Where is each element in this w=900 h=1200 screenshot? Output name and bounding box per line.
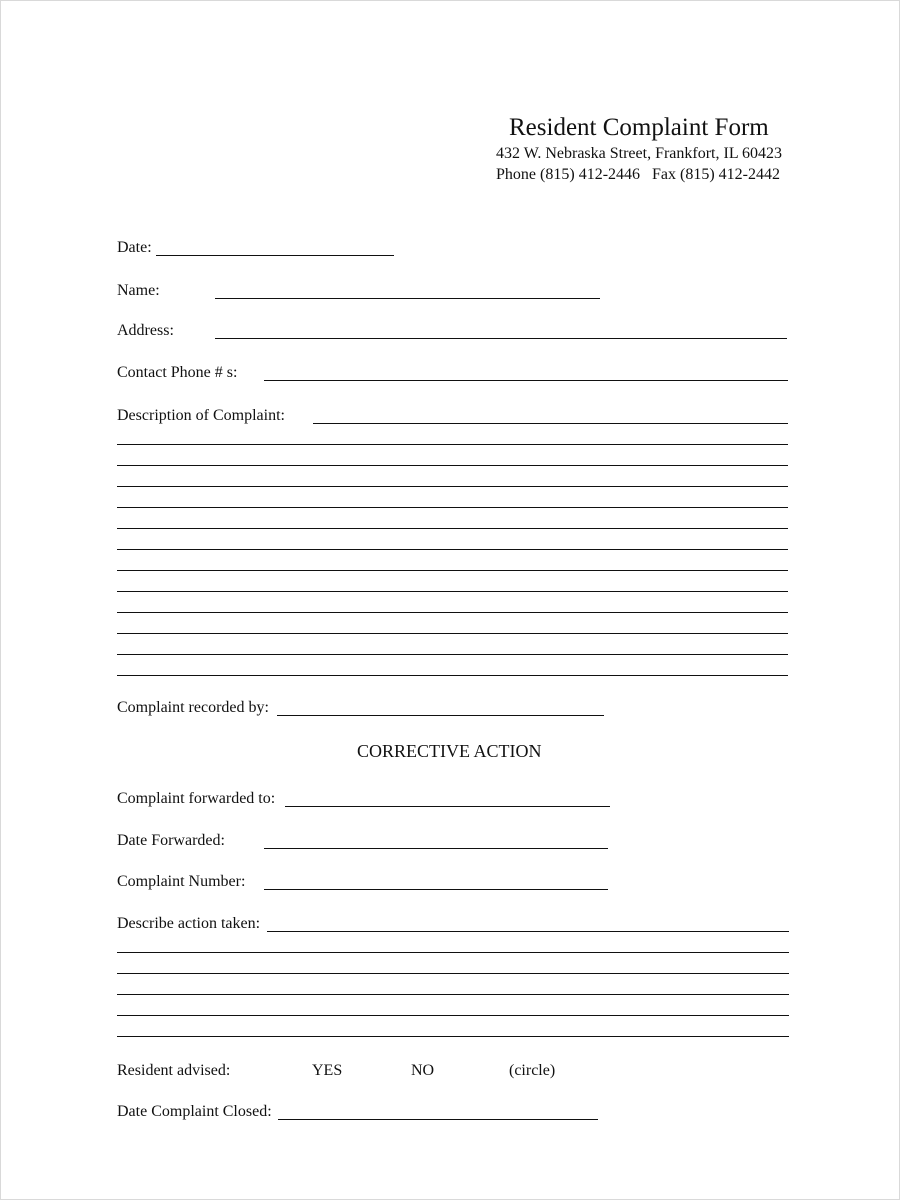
description-line[interactable] <box>117 675 788 676</box>
resident-advised-label: Resident advised: <box>117 1062 231 1079</box>
contact-phone-line[interactable] <box>264 380 788 381</box>
date-label: Date: <box>117 239 152 256</box>
description-line[interactable] <box>117 654 788 655</box>
action-taken-line[interactable] <box>117 1015 789 1016</box>
action-taken-line[interactable] <box>117 973 789 974</box>
office-address: 432 W. Nebraska Street, Frankfort, IL 60423 <box>495 145 782 162</box>
recorded-by-label: Complaint recorded by: <box>117 699 269 716</box>
description-line[interactable] <box>117 591 788 592</box>
action-taken-label: Describe action taken: <box>117 915 261 932</box>
yes-option[interactable]: YES <box>312 1062 343 1079</box>
date-forwarded-line[interactable] <box>264 848 608 849</box>
name-line[interactable] <box>215 298 600 299</box>
description-line[interactable] <box>117 549 788 550</box>
description-line[interactable] <box>117 528 788 529</box>
complaint-number-label: Complaint Number: <box>117 873 246 890</box>
recorded-by-line[interactable] <box>277 715 604 716</box>
circle-instruction: (circle) <box>509 1062 556 1079</box>
action-taken-line[interactable] <box>117 952 789 953</box>
corrective-action-heading: CORRECTIVE ACTION <box>357 741 542 761</box>
description-label: Description of Complaint: <box>117 407 285 424</box>
action-taken-line[interactable] <box>117 1036 789 1037</box>
action-taken-line[interactable] <box>117 994 789 995</box>
address-line[interactable] <box>215 338 787 339</box>
date-closed-line[interactable] <box>278 1119 598 1120</box>
name-label: Name: <box>117 282 160 299</box>
description-line[interactable] <box>117 507 788 508</box>
forwarded-to-line[interactable] <box>285 806 610 807</box>
form-title: Resident Complaint Form <box>509 114 769 141</box>
date-line[interactable] <box>156 255 394 256</box>
description-line[interactable] <box>313 423 788 424</box>
date-forwarded-label: Date Forwarded: <box>117 832 225 849</box>
description-line[interactable] <box>117 570 788 571</box>
description-line[interactable] <box>117 465 788 466</box>
description-line[interactable] <box>117 612 788 613</box>
address-label: Address: <box>117 322 174 339</box>
description-line[interactable] <box>117 633 788 634</box>
description-line[interactable] <box>117 444 788 445</box>
date-closed-label: Date Complaint Closed: <box>117 1103 272 1120</box>
description-line[interactable] <box>117 486 788 487</box>
complaint-number-line[interactable] <box>264 889 608 890</box>
action-taken-line[interactable] <box>267 931 789 932</box>
office-phone-fax: Phone (815) 412-2446 Fax (815) 412-2442 <box>496 166 780 183</box>
no-option[interactable]: NO <box>411 1062 435 1079</box>
contact-phone-label: Contact Phone # s: <box>117 364 238 381</box>
forwarded-to-label: Complaint forwarded to: <box>117 790 276 807</box>
